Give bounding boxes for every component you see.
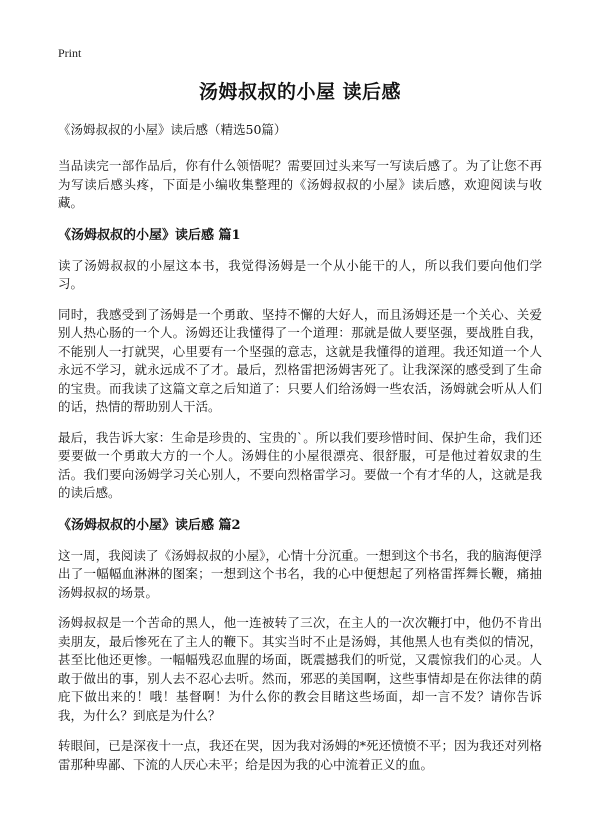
intro-paragraph: 当品读完一部作品后，你有什么领悟呢？需要回过头来写一写读后感了。为了让您不再为写读后感头疼，下面是小编收集整理的《汤姆叔叔的小屋》读后感，欢迎阅读与收藏。 xyxy=(58,158,542,210)
section-1-paragraph-3: 最后，我告诉大家：生命是珍贵的、宝贵的`。所以我们要珍惜时间、保护生命，我们还要要做一个勇敢大方的一个人。汤姆住的小屋很漂亮、很舒服，可是他过着奴隶的生活。我们要向汤姆学习关心别人，不要向烈格雷学习。要做一个有才华的人，这就是我的读后感。 xyxy=(58,429,542,500)
section-2-paragraph-1: 这一周，我阅读了《汤姆叔叔的小屋》，心情十分沉重。一想到这个书名，我的脑海便浮出了一幅幅血淋淋的图案；一想到这个书名，我的心中便想起了列格雷挥舞长鞭，痛抽汤姆叔叔的场景。 xyxy=(58,547,542,600)
page-title: 汤姆叔叔的小屋 读后感 xyxy=(198,81,402,103)
section-1-paragraph-2: 同时，我感受到了汤姆是一个勇敢、坚持不懈的大好人，而且汤姆还是一个关心、关爱别人热心肠的一个人。汤姆还让我懂得了一个道理：那就是做人要坚强，要战胜自我，不能别人一打就哭，心里要有一个坚强的意志，这就是我懂得的道理。我还知道一个人永远不学习，就永远成不了才。最后，烈格雷把汤姆害死了。让我深深的感受到了生命的宝贵。而我读了这篇文章之后知道了：只要人们给汤姆一些农活，汤姆就会听从人们的话，热情的帮助别人干活。 xyxy=(58,306,542,414)
article-subtitle: 《汤姆叔叔的小屋》读后感（精选50篇） xyxy=(58,122,287,137)
section-heading-1: 《汤姆叔叔的小屋》读后感 篇1 xyxy=(58,227,241,243)
section-2-paragraph-3: 转眼间，已是深夜十一点，我还在哭，因为我对汤姆的*死还愤愤不平；因为我还对列格雷那种卑鄙、下流的人厌心未平；给是因为我的心中流着正义的血。 xyxy=(58,738,542,772)
section-2-paragraph-2: 汤姆叔叔是一个苦命的黑人，他一连被转了三次，在主人的一次次鞭打中，他仍不肯出卖朋友，最后惨死在了主人的鞭下。其实当时不止是汤姆，其他黑人也有类似的情况，甚至比他还更惨。一幅幅残忍血腥的场面，既震撼我们的听觉，又震惊我们的心灵。人敢于做出的事，别人去不忍心去听。然而，邪恶的美国啊，这些事情却是在你法律的荫庇下做出来的！哦！基督啊！为什么你的教会目睹这些场面，却一言不发？请你告诉我，为什么？到底是为什么？ xyxy=(58,615,542,723)
section-1-paragraph-1: 读了汤姆叔叔的小屋这本书，我觉得汤姆是一个从小能干的人，所以我们要向他们学习。 xyxy=(58,257,542,291)
article-body xyxy=(58,121,542,786)
section-heading-2: 《汤姆叔叔的小屋》读后感 篇2 xyxy=(58,517,241,533)
print-label[interactable]: Print xyxy=(58,46,82,60)
